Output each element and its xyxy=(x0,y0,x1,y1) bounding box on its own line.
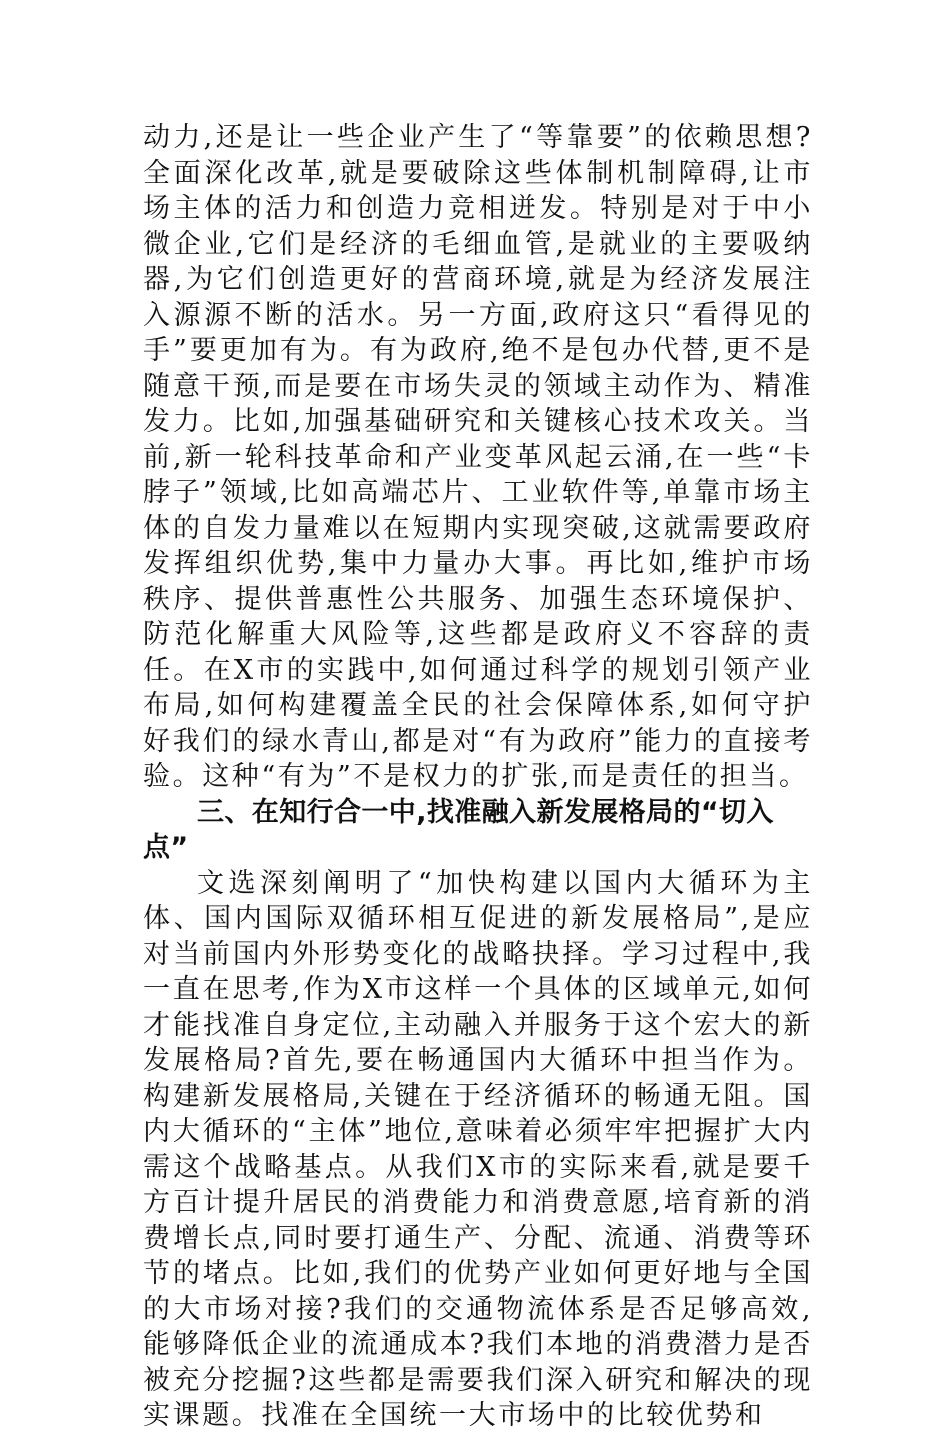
document-body xyxy=(143,120,813,1434)
body-paragraph: 文选深刻阐明了“加快构建以国内大循环为主体、国内国际双循环相互促进的新发展格局”,是应对当前国内外形势变化的战略抉择。学习过程中,我一直在思考,作为X市这样一个具体的区域单元,如何才能找准自身定位,主动融入并服务于这个宏大的新发展格局?首先,要在畅通国内大循环中担当作为。构建新发展格局,关键在于经济循环的畅通无阻。国内大循环的“主体”地位,意味着必须牢牢把握扩大内需这个战略基点。从我们X市的实际来看,就是要千方百计提升居民的消费能力和消费意愿,培育新的消费增长点,同时要打通生产、分配、流通、消费等环节的堵点。比如,我们的优势产业如何更好地与全国的大市场对接?我们的交通物流体系是否足够高效,能够降低企业的流通成本?我们本地的消费潜力是否被充分挖掘?这些都是需要我们深入研究和解决的现实课题。找准在全国统一大市场中的比较优势和 xyxy=(143,867,813,1431)
section-heading: 三、在知行合一中,找准融入新发展格局的“切入点” xyxy=(143,796,774,863)
body-paragraph: 动力,还是让一些企业产生了“等靠要”的依赖思想?全面深化改革,就是要破除这些体制机制障碍,让市场主体的活力和创造力竞相迸发。特别是对于中小微企业,它们是经济的毛细血管,是就业的主要吸纳器,为它们创造更好的营商环境,就是为经济发展注入源源不断的活水。另一方面,政府这只“看得见的手”要更加有为。有为政府,绝不是包办代替,更不是随意干预,而是要在市场失灵的领域主动作为、精准发力。比如,加强基础研究和关键核心技术攻关。当前,新一轮科技革命和产业变革风起云涌,在一些“卡脖子”领域,比如高端芯片、工业软件等,单靠市场主体的自发力量难以在短期内实现突破,这就需要政府发挥组织优势,集中力量办大事。再比如,维护市场秩序、提供普惠性公共服务、加强生态环境保护、防范化解重大风险等,这些都是政府义不容辞的责任。在X市的实践中,如何通过科学的规划引领产业布局,如何构建覆盖全民的社会保障体系,如何守护好我们的绿水青山,都是对“有为政府”能力的直接考验。这种“有为”不是权力的扩张,而是责任的担当。 xyxy=(143,122,813,792)
